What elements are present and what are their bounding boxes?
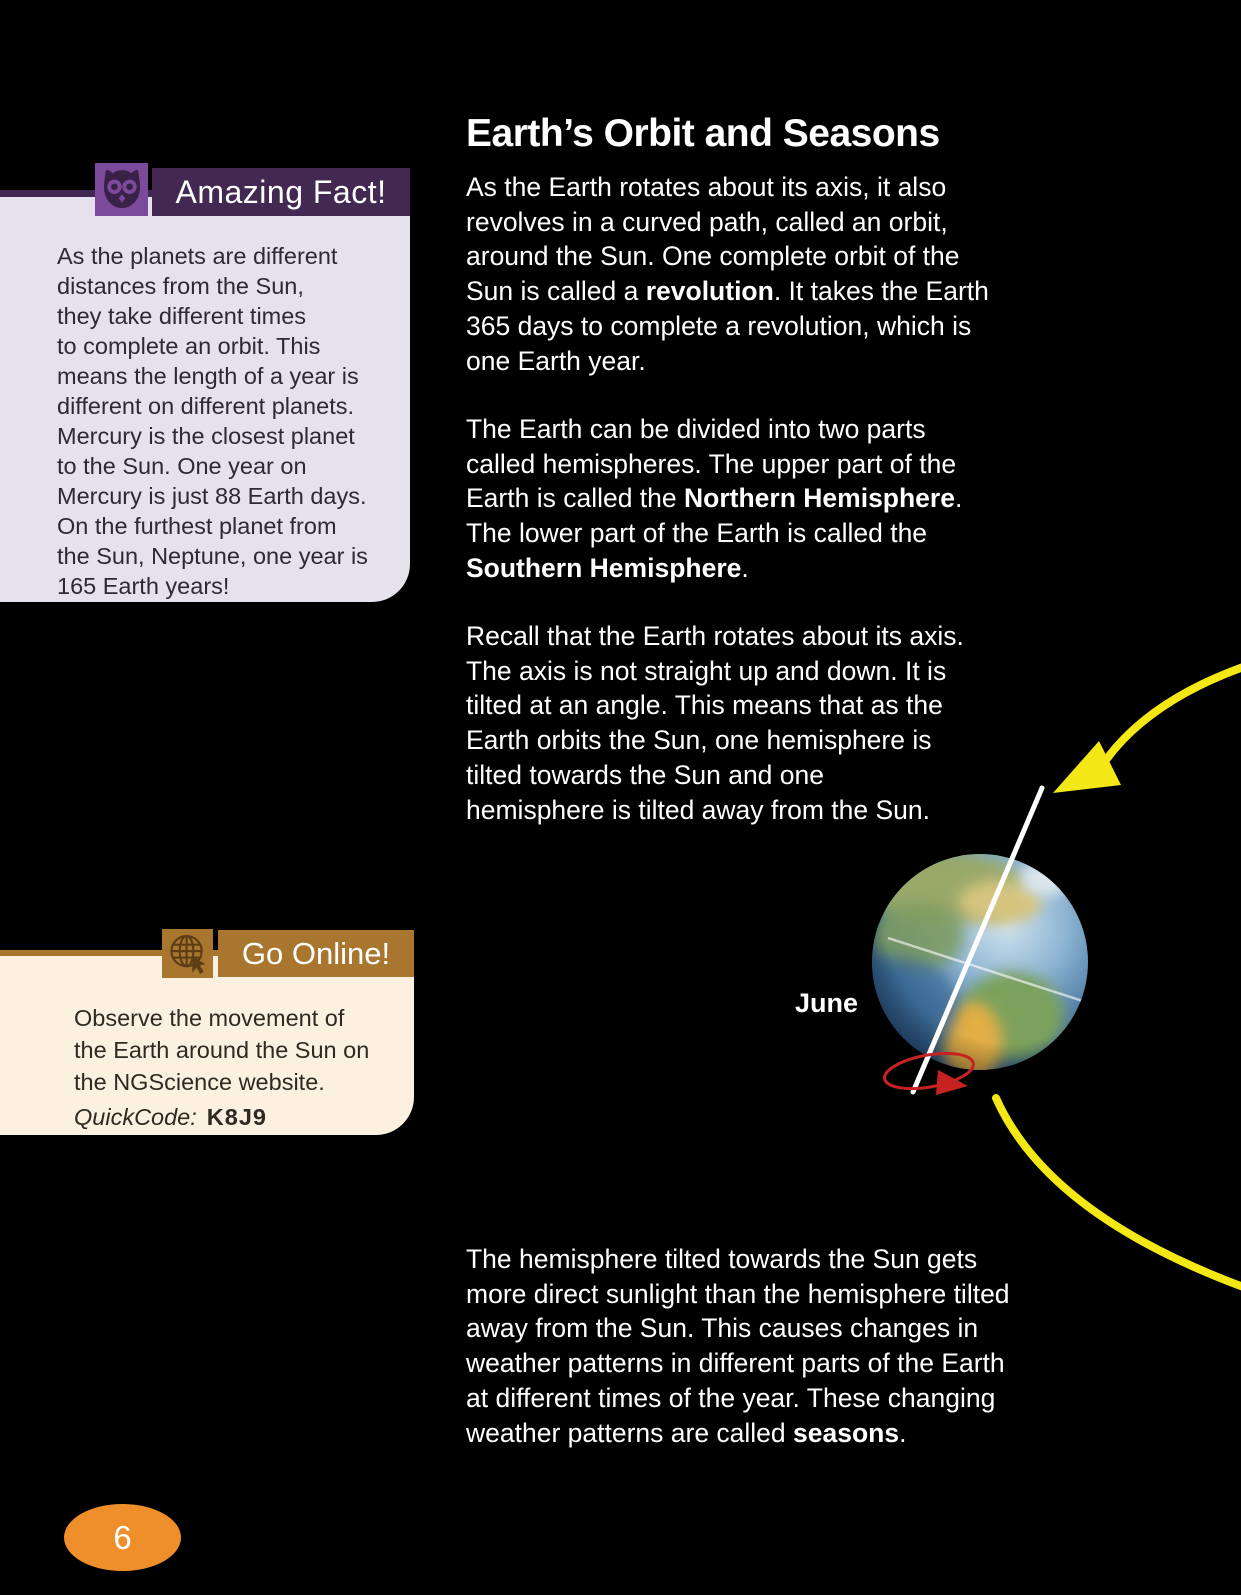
paragraph-seasons: The hemisphere tilted towards the Sun gets more direct sunlight than the hemisphere tilted away from the Sun. This causes changes in weather patterns in different parts of the Earth at different times of the year. These changing weather patterns are called seasons. bbox=[466, 1244, 1010, 1448]
go-online-text: Observe the movement of the Earth around the Sun on the NGScience website. bbox=[74, 1005, 370, 1095]
amazing-fact-text: As the planets are different distances from the Sun, they take different times to complete an orbit. This means the length of a year is different on different planets. Mercury is the closest planet to the Sun. One year on Mercury is just 88 Earth days. On the furthest planet from the Sun, Neptune, one year is 165 Earth years! bbox=[57, 243, 368, 599]
paragraph-revolution: As the Earth rotates about its axis, it also revolves in a curved path, called an orbit, around the Sun. One complete orbit of the Sun is called a revolution. It takes the Earth 365 days to complete a revolution, which is one Earth year. bbox=[466, 172, 989, 376]
go-online-title: Go Online! bbox=[218, 930, 414, 977]
quickcode-value: K8J9 bbox=[206, 1104, 267, 1130]
amazing-fact-title: Amazing Fact! bbox=[152, 168, 410, 216]
globe-cursor-icon bbox=[162, 929, 213, 978]
paragraph-tilt: Recall that the Earth rotates about its axis. The axis is not straight up and down. It is tilted at an angle. This means that as the Earth orbits the Sun, one hemisphere is tilted towards the Sun and one hemisphere is tilted away from the Sun. bbox=[466, 621, 964, 825]
quickcode-label: QuickCode: bbox=[74, 1104, 197, 1130]
quickcode-line bbox=[74, 1101, 404, 1133]
rotation-arrow bbox=[882, 1047, 976, 1095]
earth-globe bbox=[834, 852, 1092, 1082]
page-number: 6 bbox=[113, 1518, 132, 1556]
page-title: Earth’s Orbit and Seasons bbox=[466, 112, 940, 155]
page-number-badge bbox=[64, 1504, 181, 1571]
owl-icon bbox=[95, 163, 148, 216]
amazing-fact-box bbox=[0, 190, 410, 602]
june-label: June bbox=[795, 988, 859, 1018]
paragraph-hemispheres: The Earth can be divided into two parts called hemispheres. The upper part of the Earth is called the Northern Hemisphere. The lower part of the Earth is called the Southern Hemisphere. bbox=[466, 414, 963, 583]
